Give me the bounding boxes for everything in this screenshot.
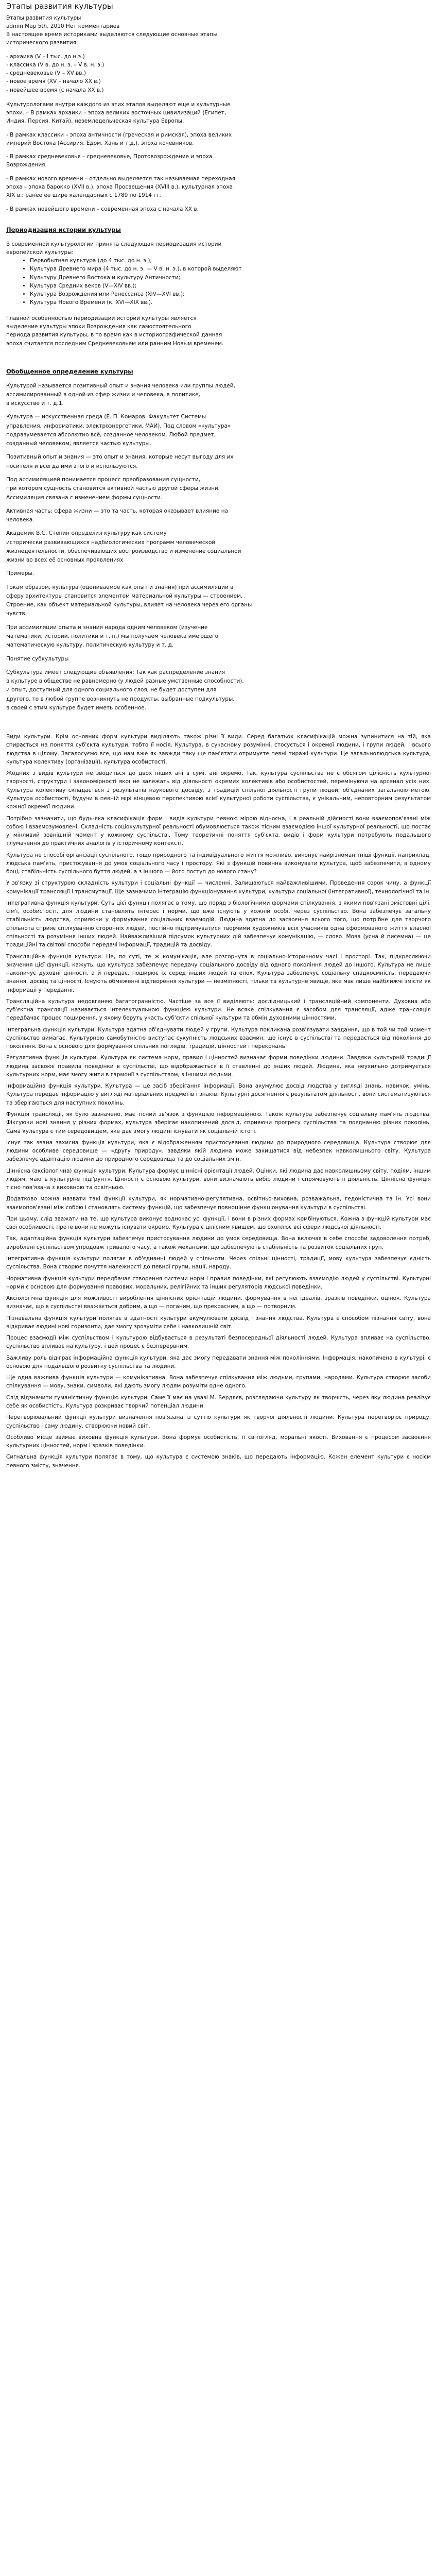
text-line: сферу архитектуры становится элементом материальной культуры — строением. — [6, 592, 243, 599]
text-line: носителя и всегда ими этого и используются. — [6, 463, 138, 469]
paragraph: Важливу роль відіграє інформаційна функція культури, яка дає змогу передавати знання між поколіннями. Інформація, накопичена в культурі, є основою для подальшого розвитку суспільства та людини. — [6, 1354, 431, 1369]
period-item: • Культура Нового Времени (к. XVI—XIX вв.). — [30, 298, 431, 307]
text-line: периода развития культуры, в то время как в историографической данная — [6, 332, 222, 338]
paragraph: Особливо місце займає виховна функція культури. Вона формує особистість, її світогляд, моральні якості. Виховання є процесом засвоєння культурних цінностей, норм і зразків поведінки. — [6, 1434, 431, 1449]
text-line: Активная часть: сфера жизни — это та часть, которая оказывает влияние на — [6, 507, 228, 514]
paragraph: Сигнальна функція культури полягає в тому, що культура є системою знаків, що передають інформацію. Кожен елемент культури є носієм певного змісту, значення. — [6, 1454, 431, 1469]
text-line: управления, информатики, электроэнергетики, МАИ). Под словом «культура» — [6, 422, 231, 429]
text-line: империй Востока (Ассирия, Едом, Хань и т.д.), эпоха кочевников. — [6, 140, 194, 146]
text-line: при котором сущность становится активной частью другой сферы жизни. — [6, 485, 220, 492]
paragraph: Додатково можна назвати такі функції культури, як нормативно-регулятивна, освітньо-виховна, розважальна, гедоністична та ін. Усі вони взаємопов'язані між собою і становлять систему функцій, що забезпечує повноцінне функціонування культури в суспільстві. — [6, 1196, 431, 1211]
stage-item: - архаика (V – I тыс. до н.э.) — [6, 53, 85, 60]
text-line: жизни во всех её основных проявлениях — [6, 557, 124, 564]
paragraph: Інтегративна функція культури. Суть цієї функції полягає в тому, що поряд з біологічними формами спілкування, з якими пов'язані змістовні цілі, сім'ї, особистості, для людини становлять інтерес і норми, що вже існують у кожній особі, через суспільство. Вона забезпечує загальну стабільність людства, сприяючи у формування соціальних взаємодій. Людина здатна до засвоєння всього того, що потрібне для творчого спільнота сприяє спілкуванню сторонніх людей, постійно підтримуватися творчими художників всіх учасників одна сформованого життя власної спільності та розуміння інших людей. Найважливіший підсумок культурних дій забезпечує комунікацію, — слово. Мова (усна й писемна) — це традиційні та світові способи передачі інформації, традицій та досвіду. — [6, 900, 431, 948]
text-line: ассимилированный в одной из сфер жизни и человека, в политике, — [6, 391, 200, 398]
text-line: и опыт, доступный для одного социального слоя, не будет доступен для — [6, 687, 217, 693]
text-line: - В рамках классики – эпоха античности (греческая и римская), эпоха великих — [6, 131, 232, 138]
text-line: Ассимиляция связана с изменением формы сущности. — [6, 494, 163, 501]
paragraph: Пізнавальна функція культури полягає в здатності культури акумулювати досвід і знання людства. Культура є способом пізнання світу, вона відкриває людині нові горизонти, дає змогу зрозуміти себе і навколишній світ. — [6, 1315, 431, 1330]
text-line: Главной особенностью периодизации истории культуры является — [6, 315, 197, 321]
text-line: в искусстве и т. д.1. — [6, 400, 64, 407]
text-line: Токам образом, культура (оцениваемое как опыт и знания) при ассимиляции в — [6, 584, 234, 590]
text-line: человека. — [6, 517, 34, 523]
stage-item: - новейшее время (с начала XX в.) — [6, 87, 104, 93]
examples-label: Примеры. — [6, 570, 34, 577]
text-line: Позитивный опыт и знания — это опыт и знания, которые несут выгоду для их — [6, 454, 234, 461]
paragraph: Перетворювальний функції культури визначення пов'язана із суттю культури як творчої діяльності людини. Культура перетворює природу, суспільство і саму людину, створюючи новий світ. — [6, 1414, 431, 1429]
text-line: Строение, как объект материальной культуры, влияет на человека через его органы — [6, 602, 252, 608]
paragraph: Процес взаємодії між суспільством і культурою відбувається в результаті безпосередньої діяльності людей. Культура впливає на суспільство, суспільство впливає на культуру, і цей процес є безперервним. — [6, 1335, 431, 1350]
text-line: в культуре в обществе не равномерно (у людей разные умственные способности), — [6, 678, 244, 685]
intro-line: исторического развития: — [6, 40, 78, 46]
section-spacer — [6, 717, 431, 733]
text-line: эпохи. – В рамках архаики – эпоха великих восточных цивилизаций (Египет, — [6, 110, 226, 116]
text-line: выделение культуры эпохи Возрождения как самостоятельного — [6, 324, 191, 330]
paragraph: Функція трансляції, як було зазначено, має тісний зв'язок з функцією інформаційною. Також культура забезпечує соціальну пам'ять людства. Фіксуючи нові знання у різних формах, культура зберігає накопичений досвід, сприяючи прогресу суспільства та поєднанню різних поколінь. Сама культура є тим середовищем, яке дає змогу людині існувати як соціальній істоті. — [6, 1111, 431, 1134]
subculture-label: Понятие субкультуры — [6, 655, 69, 662]
paragraph: Культура не способі організації суспільного, тощо природного та індивідуального життя можливо, виконує найрізноманітніші функції, наприклад, людська пам'ять, пристосування до умов соціального часу і простору. Які з функцій повинна виконувати культура, щоб забезпечити, в одному боці, стабільність суспільного буття людей, а з іншого — його поступ до нового стану? — [6, 852, 431, 875]
text-line: В современной культурологии принята следующая периодизация истории — [6, 241, 222, 247]
text-line: математическую культуру, политическую культуру и т. д. — [6, 642, 174, 649]
text-line: подразумевается абсолютно всё, созданное человеком. Любой предмет, — [6, 431, 216, 438]
periodization-heading: Периодизация истории культуры — [6, 226, 121, 233]
stages-list — [6, 53, 431, 94]
text-line: другого, то в любой группе возникнуть не продукты, выбранные подкультуры, — [6, 696, 235, 702]
text-line: - В рамках нового времени – отдельно выделяется так называемая переходная — [6, 175, 235, 182]
text-line: Субкультура имеет следующие объявления: Так как распределение знания — [6, 669, 225, 675]
text-line: - В рамках средневековья – средневековье, Протовозрождение и эпоха — [6, 154, 213, 160]
paragraph: Слід відзначити гуманістичну функцію культури. Саме її має на увазі М. Бердяєв, розглядаючи культуру як творчість, через яку людина реалізує себе як особистість. Культура розкриває творчий потенціал людини. — [6, 1394, 431, 1409]
text-line: Академик В.С. Степин определил культуру как систему — [6, 530, 167, 537]
intro-line: В настоящее время историками выделяются следующие основные этапы — [6, 31, 218, 38]
paragraph: Так, адаптаційна функція культури забезпечує пристосування людини до умов середовища. Вона включає в себе способи задоволення потреб, вироблені суспільством упродовж тривалого часу, а також механізми, що забезпечують стабільність та розвиток соціальних груп. — [6, 1235, 431, 1250]
stage-item: - новое время (XV – начало XX в.) — [6, 78, 101, 85]
text-line: Культурологами внутри каждого из этих этапов выделяют еще и культурные — [6, 101, 231, 108]
paragraph: Потрібно зазначити, що будь-яка класифікація форм і видів культури певною мірою відносна, і в реальній дійсності вони взаємопов'язані між собою і взаємозумовлені. Складність соціокультурної реальності обумовлюється також тісним взаємодією іншої культурної реальності, що постає у мінливий зовнішній момент у кожному суспільстві. Тому теоретичні поняття суб'єкта, видів і форм культури потребують подальшого тлумачення до практичних аналогів у історичному контексті. — [6, 815, 431, 847]
text-line: Культура — искусственная среда (Е. П. Комаров. Факультет Системы — [6, 414, 206, 420]
periodization-outro — [6, 314, 431, 348]
paragraph: Ще одна важлива функція культури — комунікативна. Вона забезпечує спілкування між людьми, групами, народами. Культура створює засоби спілкування — мову, знаки, символи, які дають змогу людям розуміти одне одного. — [6, 1375, 431, 1389]
text-line: - В рамках новейшего времени – современная эпоха с начала XX в. — [6, 206, 199, 212]
period-item: • Культуру Древнего Востока и культуру Античности; — [30, 274, 431, 282]
modern-era — [6, 175, 431, 200]
periodization-intro — [6, 240, 431, 257]
text-line: в своей с этим культуре будет иметь особенное. — [6, 704, 147, 711]
text-line: Индия, Персия, Китай), неземледельческая культура Европы. — [6, 118, 184, 125]
paragraph: Трансляційна культура недовганею багатогранністю. Частіше за все її виділяють: дослідницький і трансляційний компоненти. Духовна або суб'єктна трансляції називається інтелектуальною функцією культури. Не всяке спілкування є засобом для трансляції, адже трансляція передбачає процес поширення, у якому беруть участь суб'єкти спільної культури та обмін духовними цінностями. — [6, 998, 431, 1022]
paragraph: Ціннісна (аксіологічна) функція культури. Культура формує ціннісні орієнтації людей. Оцінки, які людина дає навколишньому світу, подіям, іншим людям, мають культурне підґрунтя. Цінності є основою культури, вони визначають вибір людини і спрямовують її діяльність. Ціннісна функція тісно пов'язана з виховною та освітньою. — [6, 1167, 431, 1191]
paragraph: Інтегральна функція культури. Культура здатна об'єднувати людей у групи. Культура покликана розв'язувати завдання, що в той чи той момент суспільство вимагає. Культурною самобутністю виступає сукупність людських взаємин, що існує в суспільстві та передається від покоління до покоління. Вона є основою для формування спільних поглядів, традицій, цінностей і переконань. — [6, 1026, 431, 1050]
breadcrumb-link[interactable]: Этапы развития культуры — [6, 14, 81, 21]
paragraph: Існує так звана захисна функція культури, яка є відображенням пристосування людини до природного середовища. Культура створює для людини особливе середовище — «другу природу», завдяки якій людина може захищатися від небезпек навколишнього світу. Культура забезпечує адаптацію людини до природного середовища та до соціальних змін. — [6, 1139, 431, 1163]
ukrainian-article — [6, 733, 431, 1470]
paragraph: Регулятивна функція культури. Культура як система норм, правил і цінностей визначає форми поведінки людини. Завдяки культурній традиції людина засвоює правила поведінки в суспільстві, що відображається в її ставленні до інших людей. Людина, яка неухильно дотримується культурних норм, має змогу жити в гармонії з суспільством, з іншими людьми. — [6, 1055, 431, 1078]
contemporary-era — [6, 205, 431, 213]
definition-heading: Обобщенное определение культуры — [6, 367, 133, 375]
text-line: математики, истории, политики и т. п.) мы получаем человека имеющего — [6, 633, 219, 639]
article-title: Этапы развития культуры — [6, 2, 113, 11]
culture-periods — [6, 100, 431, 126]
text-line: Культурой называется позитивный опыт и знания человека или группы людей, — [6, 382, 235, 389]
text-line: жизнедеятельности, обеспечивающих воспроизводство и изменение социальной — [6, 548, 241, 554]
medieval-era — [6, 152, 431, 170]
periodization-list — [6, 257, 431, 307]
paragraph: Інтегративна функція культури полягає в об'єднанні людей у спільноти. Через спільні цінності, традиції, мову культура забезпечує єдність суспільства. Вона створює почуття належності до певної групи, нації, народу. — [6, 1256, 431, 1270]
classical-era — [6, 131, 431, 148]
text-line: европейской культуры: — [6, 249, 74, 256]
paragraph: Аксіологічна функція для можливості вироблення ціннісних орієнтацій людини, формування в неї ідеалів, зразків поведінки, оцінок. Культура визначає, що в суспільстві вважається добрим, а що — поганим, що прекрасним, а що — потворним. — [6, 1295, 431, 1310]
paragraph: Жодних з видів культури не зводиться до двох інших ані в сумі, ані окремо. Так, культура суспільства не є обсягом цілісність культурної творчості, структури і закономірності якої не залежать від діяльності окремих колективів або особистостей, перемінуючи на арсенал усіх них. Культура колективу складається з результатів наукового досвіду, з традицій спільної діяльності групи людей, об'єднаних загальною метою. Культура особистості, будучи в певній мірі кінцевою перспективою всієї культурної роботи суспільства, є унікальним, неповторним результатом кожної окремої людини. — [6, 770, 431, 810]
stage-item: - средневековье (V – XV вв.) — [6, 70, 86, 77]
period-item: • Первобытная культура (до 4 тыс. до н. э.); — [30, 257, 431, 265]
paragraph: Трансляційна функція культури. Це, по суті, те ж комунікація, але розгорнута в соціально-історичному часі і просторі. Так, підкреслюючи значення цієї функції, кажуть, що культура забезпечує передачу соціального досвіду від одного покоління людей до іншого. Культура не лише накопичує духовні цінності, а й передає, поширює їх серед інших людей та епох. Культура забезпечує соціальну спадкоємність, передаючи знання, досвід та цінності. Існують обмеженні відтворення культури — незміпності, тільки та культурне явище, яке має лише найближчі змісти як інформації у переданні. — [6, 953, 431, 993]
paragraph: Види культури. Крім основних форм культури виділяють також різні її види. Серед багатьох класифікацій можна зупинитися на тій, яка спирається на поняття суб'єкта культури, тобто її носія. Культура, в сучасному розумінні, стосується і окремої людини, і групи людей, і всього людства в цілому. Загалосуємо все, що нам вже як завжди таку ще пам'ятати отримуєте певні тиражі культури. Це загальнолюдська культура, культура колективу (організації), культура особистості. — [6, 734, 431, 765]
definition-body — [6, 382, 431, 713]
paragraph: Нормативна функція культури передбачає створення системи норм і правил поведінки, які регулюють взаємодію людей у суспільстві. Культурні норми є основою для формування правових, моральних, релігійних та інших регуляторів людської поведінки. — [6, 1275, 431, 1290]
text-line: XIX в.: ранее ее шире календарных с 1789 по 1914 гг. — [6, 192, 161, 199]
text-line: эпоха – эпоха барокко (XVII в.), эпоха Просвещения (XVIII в.), культурная эпоха — [6, 184, 233, 191]
period-item: • Культура Средних веков (V—XIV вв.); — [30, 282, 431, 290]
text-line: чувств. — [6, 611, 27, 617]
paragraph: Інформаційна функція культури. Культура — це засіб зберігання інформації. Вона акумулює досвід людства у вигляді знань, навичок, умінь. Культура передає інформацію у вигляді матеріальних предметів і знаків. Культурні досягнення є результатом діяльності, вони систематизуються та зберігаються для наступних поколінь. — [6, 1083, 431, 1106]
text-line: исторически развивающихся надбиологических программ человеческой — [6, 539, 216, 546]
text-line: Возрождения. — [6, 162, 47, 168]
text-line: эпоха считается последним Средневековьем или ранним Новым временем. — [6, 340, 224, 347]
byline: admin Мар 5th, 2010 Нет комментариев — [6, 23, 120, 29]
period-item: • Культура Древнего мира (4 тыс. до н. э. — V в. н. э.), в которой выделяют — [30, 265, 431, 273]
text-line: Под ассимиляцией понимается процесс преобразования сущности, — [6, 477, 201, 483]
paragraph: При цьому, слід зважати на те, що культура виконує водночас усі функції, і вони в різних формах комбінуються. Кожна з функцій культури має свої особливості, проте вони не можуть існувати окремо. Культура є цілісним явищем, що охоплює всі сфери людської діяльності. — [6, 1215, 431, 1231]
stage-item: - классика (V в. до н. э. – V в. н. э.) — [6, 61, 104, 68]
text-line: При ассимиляции опыта и знания народа одним человеком (изучение — [6, 624, 208, 631]
text-line: созданный человеком, является частью культуры. — [6, 440, 151, 447]
period-item: • Культура Возрождения или Ренессанса (XIV—XVI вв.); — [30, 290, 431, 298]
article-meta — [6, 14, 431, 47]
paragraph: У зв'язку зі структурою складність культури і соціальні функції — численні. Залишаються найважливішими. Проведення сорок чину, а функції комунікації трансляції і трансмутації. Ще зазначимо інтеграцію функціонування культури, культури соціальної (інтегративної), технологічної та ін. — [6, 880, 431, 895]
